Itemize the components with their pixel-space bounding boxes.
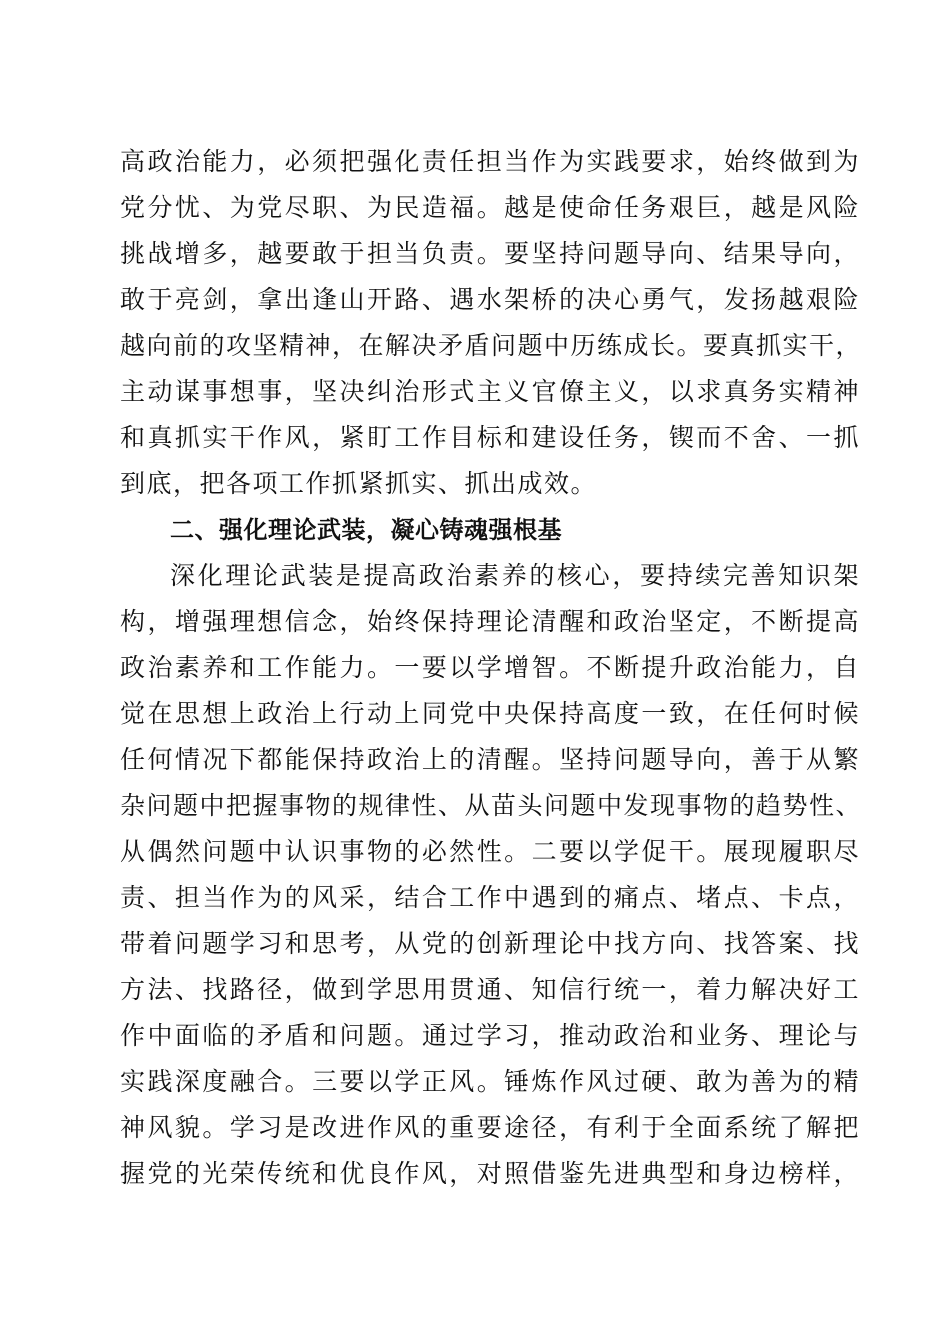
paragraph1-line-5: 越向前的攻坚精神，在解决矛盾问题中历练成长。要真抓实干， (120, 331, 863, 360)
paragraph2-line-1: 深化理论武装是提高政治素养的核心，要持续完善知识架 (170, 561, 860, 590)
paragraph1-line-6: 主动谋事想事，坚决纠治形式主义官僚主义，以求真务实精神 (120, 377, 860, 406)
section-heading: 二、强化理论武装，凝心铸魂强根基 (170, 516, 562, 544)
paragraph1-line-1: 高政治能力，必须把强化责任担当作为实践要求，始终做到为 (120, 147, 860, 176)
paragraph2-line-3: 政治素养和工作能力。一要以学增智。不断提升政治能力，自 (120, 653, 860, 682)
paragraph2-line-6: 杂问题中把握事物的规律性、从苗头问题中发现事物的趋势性、 (120, 791, 863, 820)
paragraph2-line-10: 方法、找路径，做到学思用贯通、知信行统一，着力解决好工 (120, 975, 860, 1004)
paragraph1-line-4: 敢于亮剑，拿出逢山开路、遇水架桥的决心勇气，发扬越艰险 (120, 285, 860, 314)
paragraph2-line-11: 作中面临的矛盾和问题。通过学习，推动政治和业务、理论与 (120, 1021, 860, 1050)
paragraph1-line-3: 挑战增多，越要敢于担当负责。要坚持问题导向、结果导向， (120, 239, 860, 268)
paragraph2-line-14: 握党的光荣传统和优良作风，对照借鉴先进典型和身边榜样， (120, 1159, 860, 1188)
paragraph2-line-8: 责、担当作为的风采，结合工作中遇到的痛点、堵点、卡点， (120, 883, 860, 912)
paragraph2-line-5: 任何情况下都能保持政治上的清醒。坚持问题导向，善于从繁 (120, 745, 860, 774)
paragraph2-line-2: 构，增强理想信念，始终保持理论清醒和政治坚定，不断提高 (120, 607, 860, 636)
paragraph2-line-13: 神风貌。学习是改进作风的重要途径，有利于全面系统了解把 (120, 1113, 860, 1142)
paragraph1-line-7: 和真抓实干作风，紧盯工作目标和建设任务，锲而不舍、一抓 (120, 423, 860, 452)
paragraph2-line-12: 实践深度融合。三要以学正风。锤炼作风过硬、敢为善为的精 (120, 1067, 860, 1096)
paragraph1-line-2: 党分忧、为党尽职、为民造福。越是使命任务艰巨，越是风险 (120, 193, 860, 222)
paragraph2-line-4: 觉在思想上政治上行动上同党中央保持高度一致，在任何时候 (120, 699, 860, 728)
paragraph2-line-7: 从偶然问题中认识事物的必然性。二要以学促干。展现履职尽 (120, 837, 860, 866)
paragraph1-line-8: 到底，把各项工作抓紧抓实、抓出成效。 (120, 469, 598, 498)
paragraph2-line-9: 带着问题学习和思考，从党的创新理论中找方向、找答案、找 (120, 929, 860, 958)
